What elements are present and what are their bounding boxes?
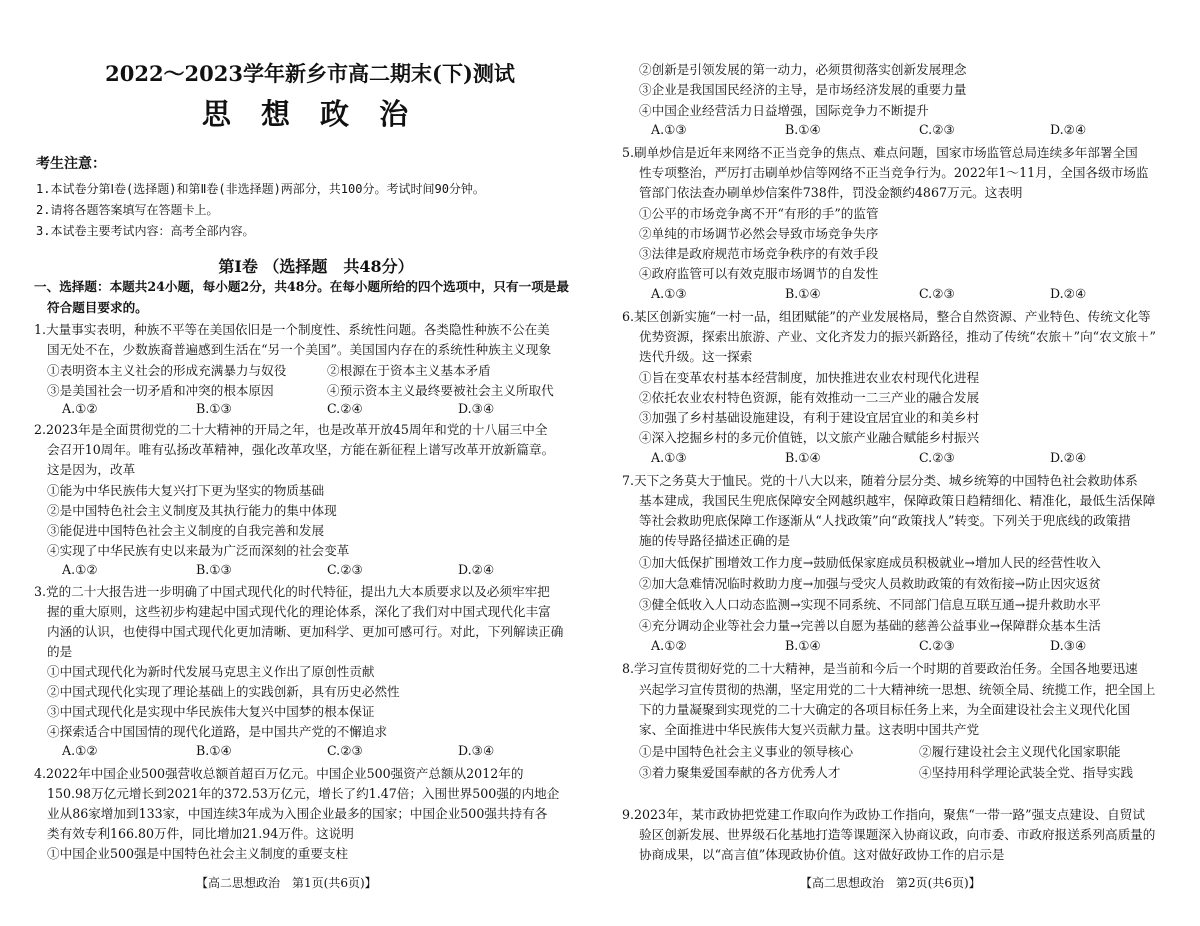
question-3-stem: 握的重大原则，这些初步构建起中国式现代化的理论体系，深化了我们对中国式现代化丰富 (47, 604, 551, 619)
choice-c: C.②③ (919, 638, 955, 653)
option: ③法律是政府规范市场竞争秩序的有效手段 (639, 246, 879, 261)
option: ④政府监管可以有效克服市场调节的自发性 (639, 266, 879, 281)
choice-a: A.①③ (651, 286, 687, 301)
question-5-stem: 5.刷单炒信是近年来网络不正当竞争的焦点、难点问题，国家市场监管总局连续多年部署全国 (622, 145, 1138, 160)
choice-d: D.②④ (458, 562, 495, 577)
instructions-line: 一、选择题：本题共24小题，每小题2分，共48分。在每小题所给的四个选项中，只有一项是最 (34, 279, 569, 294)
choice-b: B.①④ (785, 638, 821, 653)
question-2-stem: 这是因为，改革 (47, 462, 136, 477)
choice-b: B.①④ (785, 450, 821, 465)
exam-title: 2022～2023学年新乡市高二期末(下)测试 (105, 61, 515, 86)
choice-b: B.①④ (196, 743, 232, 758)
question-3-stem: 内涵的认识，也使得中国式现代化更加清晰、更加科学、更加可感可行。对此，下列解读正确 (47, 624, 564, 639)
choice-b: B.①③ (196, 401, 232, 416)
question-4-stem: 150.98万亿元增长到2021年的372.53万亿元，增长了约1.47倍；入围世界500强的内地企 (47, 786, 560, 801)
question-4-stem: 4.2022年中国企业500强营收总额首超百万亿元。中国企业500强资产总额从2012年的 (34, 766, 524, 781)
question-9-stem: 9.2023年，某市政协把党建工作取向作为政协工作指向，聚焦“一带一路”强支点建设、自贸试 (622, 807, 1145, 822)
question-3-stem: 3.党的二十大报告进一步明确了中国式现代化的时代特征，提出九大本质要求以及必须牢牢把 (34, 584, 550, 599)
choice-d: D.③④ (458, 743, 495, 758)
option: ④深入挖掘乡村的多元价值链，以文旅产业融合赋能乡村振兴 (639, 430, 980, 445)
choice-a: A.①② (62, 562, 98, 577)
question-4-stem: 业从86家增加到133家，中国连续3年成为入围企业最多的国家；中国企业500强共持有各 (47, 806, 548, 821)
choice-c: C.②③ (919, 286, 955, 301)
option: ③是美国社会一切矛盾和冲突的根本原因 (47, 383, 274, 398)
question-7-stem: 等社会救助兜底保障工作逐渐从“人找政策”向“政策找人”转变。下列关于兜底线的政策措 (639, 513, 1131, 528)
option: ②根源在于资本主义基本矛盾 (327, 363, 491, 378)
question-5-stem: 管部门依法查办刷单炒信案件738件，罚没金额约4867万元。这表明 (639, 185, 1023, 200)
option: ③能促进中国特色社会主义制度的自我完善和发展 (47, 523, 325, 538)
option: ①中国企业500强是中国特色社会主义制度的重要支柱 (47, 846, 349, 861)
option: ④坚持用科学理论武装全党、指导实践 (919, 765, 1134, 780)
section-title: 第Ⅰ卷 （选择题 共48分） (218, 257, 414, 276)
choice-a: A.①② (62, 743, 98, 758)
choice-c: C.②③ (327, 562, 363, 577)
option: ②单纯的市场调节必然会导致市场竞争失序 (639, 226, 879, 241)
option: ②是中国特色社会主义制度及其执行能力的集中体现 (47, 503, 337, 518)
option: ①公平的市场竞争离不开“有形的手”的监管 (639, 206, 879, 221)
notice-item: 1.本试卷分第Ⅰ卷(选择题)和第Ⅱ卷(非选择题)两部分，共100分。考试时间90分钟。 (36, 182, 485, 196)
option: ①能为中华民族伟大复兴打下更为坚实的物质基础 (47, 483, 325, 498)
choice-d: D.②④ (1050, 122, 1087, 137)
option: ③着力聚集爱国奉献的各方优秀人才 (639, 765, 841, 780)
page-2 (600, 0, 1200, 926)
option: ④预示资本主义最终要被社会主义所取代 (327, 383, 554, 398)
question-9-stem: 验区创新发展、世界级石化基地打造等课题深入协商议政，向市委、市政府报送系列高质量的 (639, 827, 1156, 842)
choice-a: A.①② (651, 638, 687, 653)
question-8-stem: 8.学习宣传贯彻好党的二十大精神，是当前和今后一个时期的首要政治任务。全国各地要迅速 (622, 661, 1138, 676)
question-3-stem: 的是 (47, 644, 73, 659)
question-4-stem: 类有效专利166.80万件，同比增加21.94万件。这说明 (47, 826, 354, 841)
option: ④实现了中华民族有史以来最为广泛而深刻的社会变革 (47, 543, 350, 558)
page-footer: 【高二思想政治 第1页(共6页)】 (196, 876, 377, 890)
question-7-stem: 施的传导路径描述正确的是 (639, 533, 791, 548)
question-8-stem: 家、全面推进中华民族伟大复兴贡献力量。这表明中国共产党 (639, 722, 980, 737)
choice-c: C.②③ (919, 122, 955, 137)
choice-a: A.①③ (651, 450, 687, 465)
choice-d: D.②④ (1050, 286, 1087, 301)
choice-a: A.①③ (651, 122, 687, 137)
question-2-stem: 2.2023年是全面贯彻党的二十大精神的开局之年，也是改革开放45周年和党的十八届三中全 (34, 422, 548, 437)
question-7-stem: 基本建成，我国民生兜底保障安全网越织越牢，保障政策日趋精细化、精准化，最低生活保障 (639, 493, 1156, 508)
question-6-stem: 6.某区创新实施“一村一品，组团赋能”的产业发展格局，整合自然资源、产业特色、传统文化等 (622, 309, 1151, 324)
question-1-stem: 1.大量事实表明，种族不平等在美国依旧是一个制度性、系统性问题。各类隐性种族不公在美 (34, 322, 550, 337)
question-9-stem: 协商成果，以“高言值”体现政协价值。这对做好政协工作的启示是 (639, 847, 1005, 862)
question-2-stem: 会召开10周年。唯有弘扬改革精神，强化改革攻坚，方能在新征程上谱写改革开放新篇章。 (47, 442, 555, 457)
question-1-stem: 国无处不在，少数族裔普遍感到生活在“另一个美国”。美国国内存在的系统性种族主义现象 (47, 342, 552, 357)
choice-b: B.①④ (785, 122, 821, 137)
option: ②创新是引领发展的第一动力，必须贯彻落实创新发展理念 (639, 62, 967, 77)
option: ④探索适合中国国情的现代化道路，是中国共产党的不懈追求 (47, 724, 388, 739)
question-8-stem: 下的力量凝聚到实现党的二十大确定的各项目标任务上来，为全面建设社会主义现代化国 (639, 702, 1131, 717)
choice-a: A.①② (62, 401, 98, 416)
choice-c: C.②④ (327, 401, 363, 416)
choice-c: C.②③ (327, 743, 363, 758)
option: ①加大低保扩围增效工作力度→鼓励低保家庭成员积极就业→增加人民的经营性收入 (639, 555, 1101, 570)
question-8-stem: 兴起学习宣传贯彻的热潮，坚定用党的二十大精神统一思想、统领全局、统揽工作，把全国上 (639, 682, 1156, 697)
option: ①旨在变革农村基本经营制度，加快推进农业农村现代化进程 (639, 370, 980, 385)
choice-d: D.②④ (1050, 450, 1087, 465)
question-6-stem: 迭代升级。这一探索 (639, 349, 753, 364)
option: ③加强了乡村基础设施建设，有利于建设宜居宜业的和美乡村 (639, 410, 980, 425)
option: ③健全低收入人口动态监测→实现不同系统、不同部门信息互联互通→提升救助水平 (639, 597, 1101, 612)
question-7-stem: 7.天下之务莫大于恤民。党的十八大以来，随着分层分类、城乡统筹的中国特色社会救助体系 (622, 473, 1138, 488)
choice-c: C.②③ (919, 450, 955, 465)
choice-d: D.③④ (1050, 638, 1087, 653)
question-5-stem: 性专项整治，严厉打击刷单炒信等网络不正当竞争行为。2022年1～11月，全国各级市场监 (639, 165, 1149, 180)
question-6-stem: 优势资源，探索出旅游、产业、文化齐发力的振兴新路径，推动了传统“农旅＋”向“农文旅＋” (639, 329, 1156, 344)
choice-d: D.③④ (458, 401, 495, 416)
option: ④中国企业经营活力日益增强，国际竞争力不断提升 (639, 103, 929, 118)
choice-b: B.①④ (785, 286, 821, 301)
option: ②中国式现代化实现了理论基础上的实践创新，具有历史必然性 (47, 684, 400, 699)
option: ④充分调动企业等社会力量→完善以自愿为基础的慈善公益事业→保障群众基本生活 (639, 618, 1101, 633)
option: ②依托农业农村特色资源，能有效推动一二三产业的融合发展 (639, 390, 980, 405)
notice-item: 3.本试卷主要考试内容：高考全部内容。 (36, 224, 255, 238)
option: ②加大急难情况临时救助力度→加强与受灾人员救助政策的有效衔接→防止因灾返贫 (639, 576, 1101, 591)
option: ①表明资本主义社会的形成充满暴力与奴役 (47, 363, 287, 378)
option: ①中国式现代化为新时代发展马克思主义作出了原创性贡献 (47, 664, 375, 679)
page-footer: 【高二思想政治 第2页(共6页)】 (800, 876, 981, 890)
subject-title: 思 想 政 治 (201, 97, 419, 131)
option: ①是中国特色社会主义事业的领导核心 (639, 744, 854, 759)
option: ②履行建设社会主义现代化国家职能 (919, 744, 1121, 759)
option: ③中国式现代化是实现中华民族伟大复兴中国梦的根本保证 (47, 704, 375, 719)
notice-heading: 考生注意： (36, 156, 106, 172)
option: ③企业是我国国民经济的主导，是市场经济发展的重要力量 (639, 82, 967, 97)
choice-b: B.①③ (196, 562, 232, 577)
instructions-line: 符合题目要求的。 (47, 300, 148, 315)
notice-item: 2.请将各题答案填写在答题卡上。 (36, 203, 219, 217)
